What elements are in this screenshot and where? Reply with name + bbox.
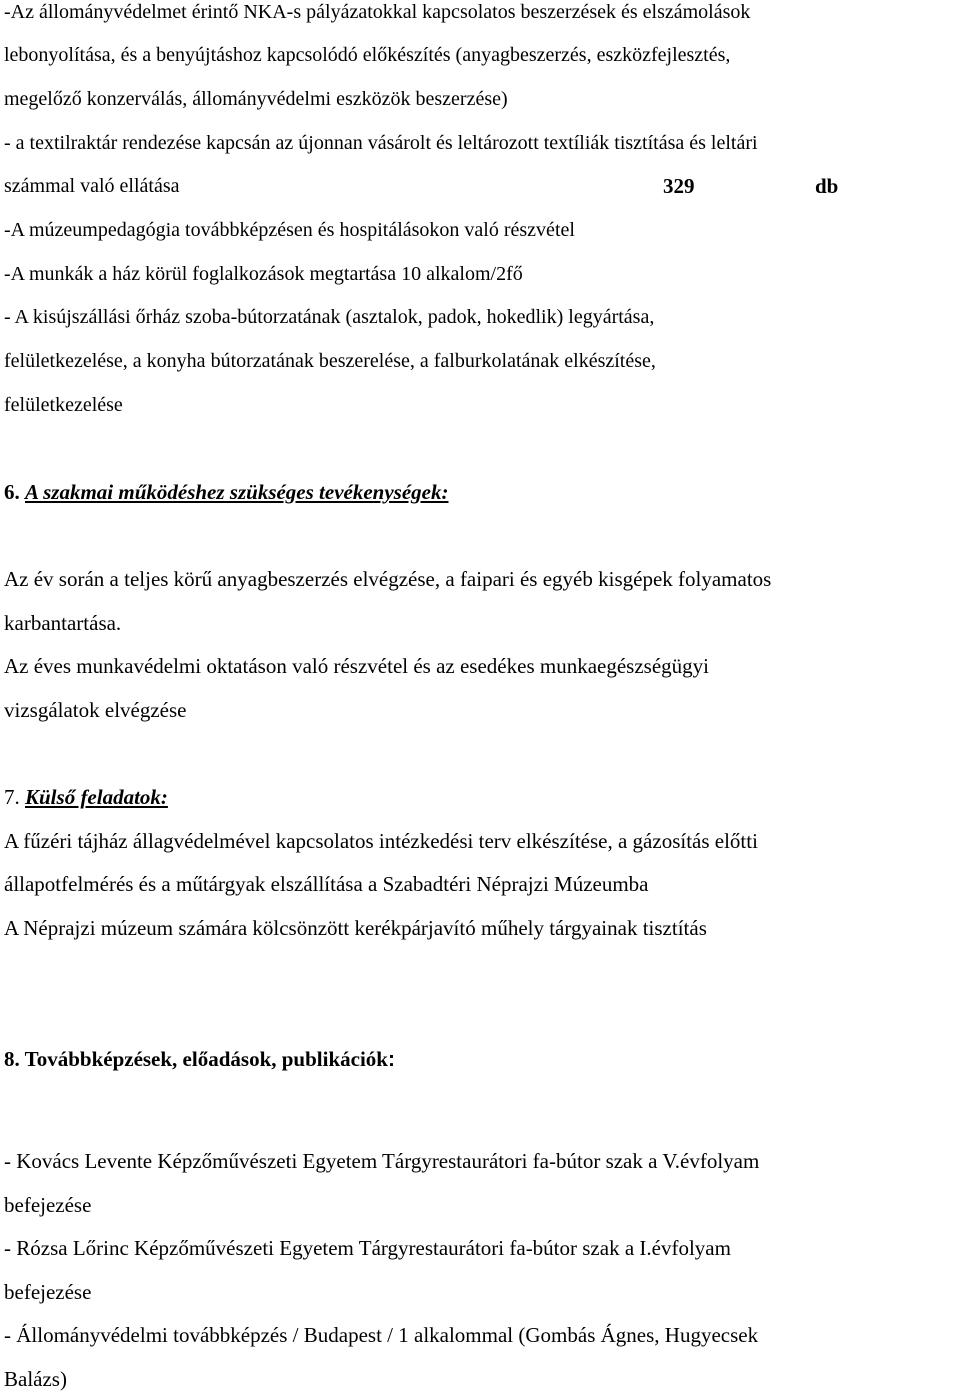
text-line: - Rózsa Lőrinc Képzőművészeti Egyetem Tárgyrestaurátori fa-bútor szak a I.évfolyam bbox=[4, 1236, 731, 1260]
text-line: felületkezelése, a konyha bútorzatának beszerelése, a falburkolatának elkészítése, bbox=[4, 350, 656, 372]
text-line: A fűzéri tájház állagvédelmével kapcsolatos intézkedési terv elkészítése, a gázosítás előtti bbox=[4, 829, 758, 853]
text-line: megelőző konzerválás, állományvédelmi eszközök beszerzése) bbox=[4, 88, 508, 110]
section-heading-8 bbox=[4, 1047, 395, 1072]
text-line: lebonyolítása, és a benyújtáshoz kapcsolódó előkészítés (anyagbeszerzés, eszközfejlesztés, bbox=[4, 44, 731, 66]
text-line: felületkezelése bbox=[4, 394, 123, 416]
heading-number: 7. bbox=[4, 785, 20, 809]
text-line: számmal való ellátása bbox=[4, 175, 180, 197]
heading-title: Külső feladatok: bbox=[25, 785, 168, 809]
heading-title: A szakmai működéshez szükséges tevékenységek: bbox=[25, 480, 449, 504]
text-line: - a textilraktár rendezése kapcsán az újonnan vásárolt és leltározott textíliák tisztítása és leltári bbox=[4, 132, 758, 154]
text-line: A Néprajzi múzeum számára kölcsönzött kerékpárjavító műhely tárgyainak tisztítás bbox=[4, 916, 707, 940]
text-line: Az éves munkavédelmi oktatáson való részvétel és az esedékes munkaegészségügyi bbox=[4, 654, 709, 678]
heading-colon: : bbox=[387, 1048, 395, 1071]
text-line: Az év során a teljes körű anyagbeszerzés elvégzése, a faipari és egyéb kisgépek folyamatos bbox=[4, 567, 772, 591]
text-line: karbantartása. bbox=[4, 611, 122, 635]
item-count-value: 329 bbox=[663, 174, 695, 198]
text-line: - Kovács Levente Képzőművészeti Egyetem Tárgyrestaurátori fa-bútor szak a V.évfolyam bbox=[4, 1149, 760, 1173]
section-heading-6 bbox=[4, 480, 448, 504]
item-count-unit: db bbox=[815, 174, 839, 198]
text-line: -A múzeumpedagógia továbbképzésen és hospitálásokon való részvétel bbox=[4, 219, 575, 241]
section-heading-7 bbox=[4, 785, 168, 809]
heading-number: 6. bbox=[4, 480, 20, 504]
text-line: állapotfelmérés és a műtárgyak elszállítása a Szabadtéri Néprajzi Múzeumba bbox=[4, 872, 649, 896]
text-line: Balázs) bbox=[4, 1367, 67, 1391]
heading-title: Továbbképzések, előadások, publikációk bbox=[24, 1047, 388, 1071]
text-line: -A munkák a ház körül foglalkozások megtartása 10 alkalom/2fő bbox=[4, 263, 523, 285]
text-line: - A kisújszállási őrház szoba-bútorzatának (asztalok, padok, hokedlik) legyártása, bbox=[4, 306, 655, 328]
text-line: befejezése bbox=[4, 1280, 92, 1304]
heading-number: 8. bbox=[4, 1047, 20, 1071]
text-line: befejezése bbox=[4, 1193, 92, 1217]
text-line: vizsgálatok elvégzése bbox=[4, 698, 187, 722]
text-line: - Állományvédelmi továbbképzés / Budapest / 1 alkalommal (Gombás Ágnes, Hugyecsek bbox=[4, 1323, 759, 1347]
text-line: -Az állományvédelmet érintő NKA-s pályázatokkal kapcsolatos beszerzések és elszámolások bbox=[4, 1, 751, 23]
